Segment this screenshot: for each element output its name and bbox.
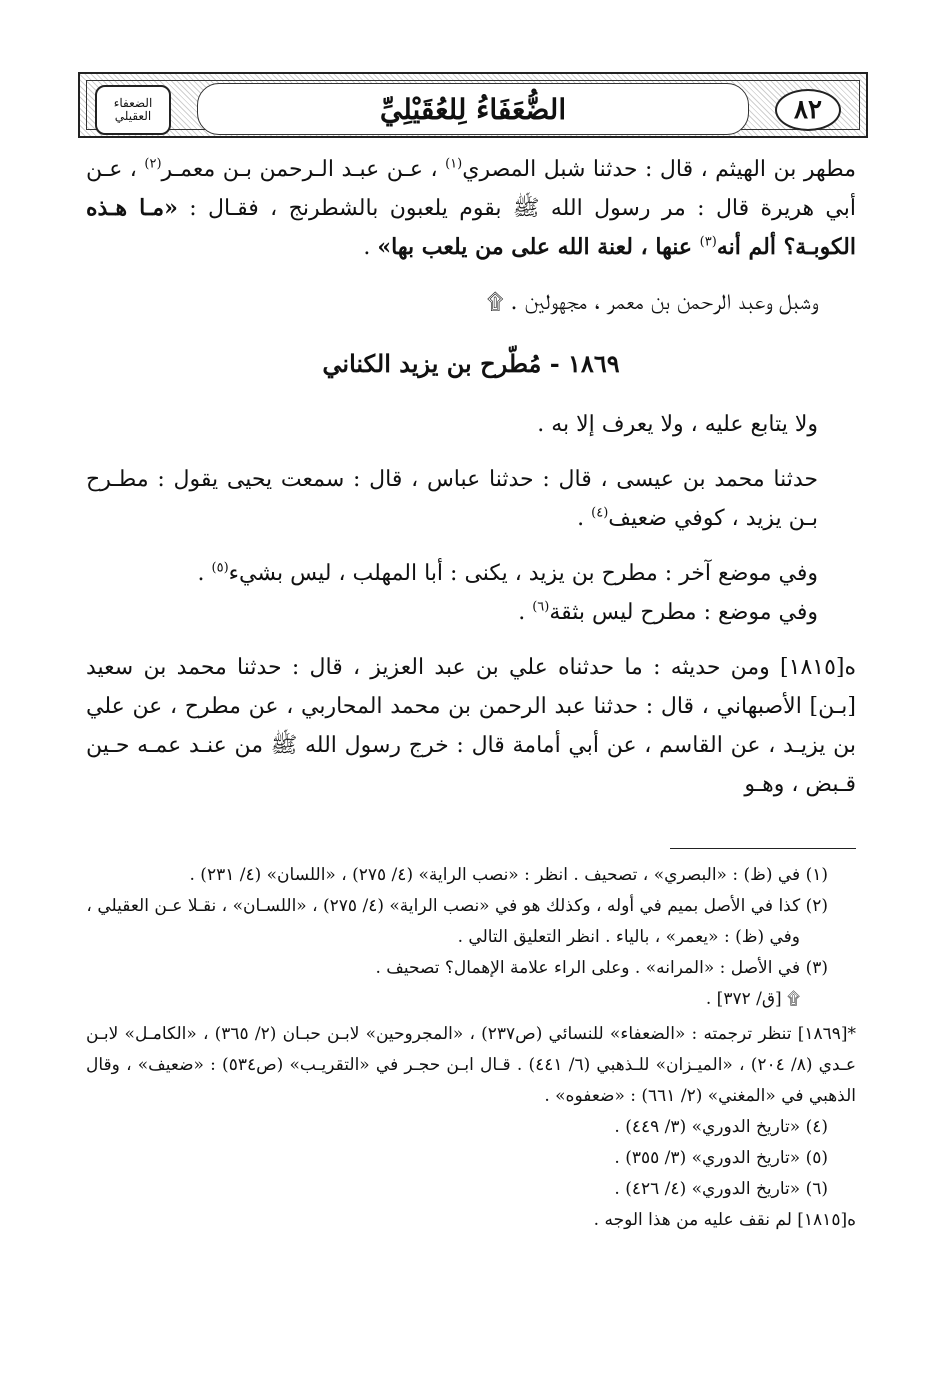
text-run: حدثنا محمد بن عيسى ، قال : حدثنا عباس ، قال : سمعت يحيى يقول : مطـرح بـن يزيد ، كوفي ضعيف — [86, 467, 818, 531]
footnote-1: (١) في (ظ) : «البصري» ، تصحيف . انظر : «نصب الراية» (٤/ ٢٧٥) ، «اللسان» (٤/ ٢٣١) . — [189, 865, 828, 885]
folio-mark: ۩ [ق/ ٣٧٢] . — [705, 989, 800, 1009]
text-run: . — [577, 506, 592, 531]
running-title: الضُّعَفَاءُ لِلعُقَيْلِيِّ — [379, 92, 567, 126]
header-frame — [86, 80, 860, 130]
footnote-3: (٣) في الأصل : «المرانه» . وعلى الراء علامة الإهمال؟ تصحيف . — [375, 958, 828, 978]
note-1815: ه[١٨١٥] لم نقف عليه من هذا الوجه . — [593, 1210, 856, 1230]
text-run: . — [363, 235, 378, 260]
paragraph-hadith-1815: ه[١٨١٥] ومن حديثه : ما حدثناه علي بن عبد العزيز ، قال : حدثنا محمد بن سعيد [بـن] الأصبهاني ، قال : حدثنا عبد الرحمن بن محمد المحاربي ، عن مطرح ، عن علي بن يزيـد ، عن القاسم ، عن أبي أمامة قال : خرج رسول الله ﷺ من عنـد عمـه حـين قـبض ، وهـو — [86, 655, 856, 797]
text-run: مطهر بن الهيثم ، قال : حدثنا شبل المصري — [462, 157, 856, 182]
paragraph-entry-intro: ولا يتابع عليه ، ولا يعرف إلا به . — [537, 412, 818, 437]
page-header — [78, 72, 868, 138]
biography-sources: *[١٨٦٩] تنظر ترجمته : «الضعفاء» للنسائي (ص٢٣٧) ، «المجروحين» لابـن حبـان (٢/ ٣٦٥) ، «الكامـل» لابـن عـدي (٨/ ٢٠٤) ، «الميـزان» للـذهبي (٦/ ٤٤١) . قـال ابـن حجـر في «التقريـب» (ص٥٣٤) : «ضعيف» ، وقال الذهبي في «المغني» (٢/ ٦٦١) : «ضعفوه» . — [86, 1024, 857, 1106]
footnote-4: (٤) «تاريخ الدوري» (٣/ ٤٤٩) . — [614, 1117, 828, 1137]
hadith-text: «مـا هـذه الكوبـة؟ ألم أنه — [86, 195, 856, 260]
text-run: ، عـن عبـد الـرحمن بـن معمـر — [161, 157, 446, 182]
header-medallion — [95, 85, 171, 135]
footnote-divider — [670, 848, 856, 849]
text-run: وفي موضع آخر : مطرح بن يزيد ، يكنى : أبا المهلب ، ليس بشيء — [228, 561, 818, 586]
paragraph-narrators-note: وشبل وعبد الرحمن بن معمر ، مجهولين . ۩ — [486, 290, 818, 315]
footnote-ref: (٥) — [211, 560, 229, 576]
main-text — [86, 150, 856, 804]
footnote-6: (٦) «تاريخ الدوري» (٤/ ٤٢٦) . — [614, 1179, 828, 1199]
footnote-ref: (٤) — [591, 505, 609, 521]
medallion-label: الضعفاء العقيلي — [113, 96, 153, 123]
entry-heading: ١٨٦٩ - مُطّرح بن يزيد الكناني — [322, 349, 620, 378]
footnote-ref: (٢) — [144, 156, 162, 172]
hadith-text: عنها ، لعنة الله على من يلعب بها» — [377, 234, 700, 260]
text-run: وفي موضع : مطرح ليس بثقة — [549, 600, 818, 625]
footnote-ref: (٣) — [699, 234, 717, 250]
footnote-ref: (١) — [445, 156, 463, 172]
text-run: . — [197, 561, 212, 586]
page-number: ٨٢ — [775, 89, 841, 131]
paragraph-report-yahya — [86, 460, 856, 538]
footnote-5: (٥) «تاريخ الدوري» (٣/ ٣٥٥) . — [614, 1148, 828, 1168]
text-run: ، عـن أبي هريرة قال : مر رسول الله ﷺ بقوم يلعبون بالشطرنج ، فقـال : — [86, 157, 857, 221]
footnote-2: (٢) كذا في الأصل بميم في أوله ، وكذلك هو في «نصب الراية» (٤/ ٢٧٥) ، «اللسـان» ، نقـلا عـن العقيلي ، — [86, 896, 828, 916]
paragraph-hadith-chain — [86, 150, 856, 267]
footnote-2-continued: وفي (ظ) : «يعمر» ، بالياء . انظر التعليق التالي . — [457, 927, 800, 947]
running-title-plate — [197, 83, 749, 135]
paragraph-another-place — [86, 554, 856, 593]
footnotes — [86, 860, 856, 1236]
text-run: . — [518, 600, 533, 625]
footnote-ref: (٦) — [532, 599, 550, 615]
paragraph-not-trustworthy — [86, 593, 856, 632]
